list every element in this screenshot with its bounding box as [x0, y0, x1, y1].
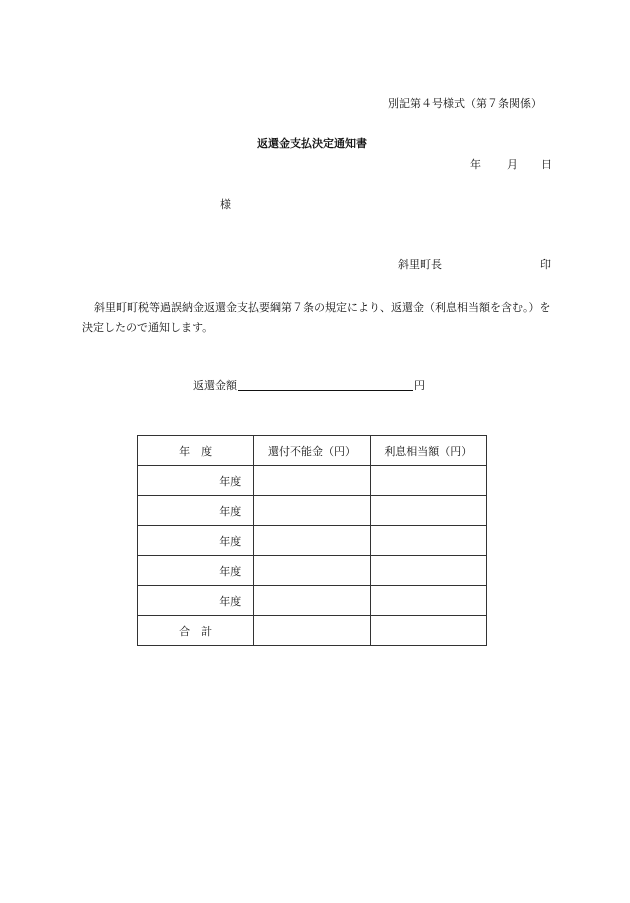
document-title: 返還金支払決定通知書 — [257, 137, 367, 150]
header-unpayable-amount: 還付不能金（円） — [254, 436, 370, 466]
interest-cell — [370, 526, 486, 556]
header-interest-amount: 利息相当額（円） — [370, 436, 486, 466]
year-cell: 年度 — [138, 556, 254, 586]
table-total-row — [138, 616, 487, 646]
interest-cell — [370, 556, 486, 586]
notice-body-text: 斜里町町税等過誤納金返還金支払要綱第７条の規定により、返還金（利息相当額を含む。）を決定したので通知します。 — [82, 301, 551, 334]
date-year-label: 年 — [470, 158, 481, 171]
form-number-label: 別記第４号様式（第７条関係） — [388, 97, 542, 110]
unpayable-cell — [254, 556, 370, 586]
date-day-label: 日 — [541, 158, 552, 171]
seal-mark: 印 — [540, 258, 551, 271]
interest-cell — [370, 586, 486, 616]
year-cell: 年度 — [138, 586, 254, 616]
table-row — [138, 496, 487, 526]
unpayable-cell — [254, 586, 370, 616]
table-row — [138, 526, 487, 556]
unpayable-cell — [254, 526, 370, 556]
table-header-row — [138, 436, 487, 466]
refund-amount-blank-line — [238, 378, 413, 391]
recipient-honorific: 様 — [220, 198, 231, 211]
interest-cell — [370, 496, 486, 526]
total-interest-cell — [370, 616, 486, 646]
year-cell: 年度 — [138, 466, 254, 496]
total-label-cell: 合 計 — [138, 616, 254, 646]
date-month-label: 月 — [507, 158, 518, 171]
header-fiscal-year: 年 度 — [138, 436, 254, 466]
issuer-name: 斜里町長 — [398, 258, 442, 271]
total-unpayable-cell — [254, 616, 370, 646]
table-row — [138, 586, 487, 616]
refund-amount-unit: 円 — [414, 379, 425, 392]
refund-amount-row — [193, 378, 425, 391]
refund-breakdown-table — [137, 435, 487, 646]
table-row — [138, 556, 487, 586]
interest-cell — [370, 466, 486, 496]
year-cell: 年度 — [138, 496, 254, 526]
unpayable-cell — [254, 496, 370, 526]
refund-amount-label: 返還金額 — [193, 379, 237, 392]
unpayable-cell — [254, 466, 370, 496]
table-row — [138, 466, 487, 496]
year-cell: 年度 — [138, 526, 254, 556]
